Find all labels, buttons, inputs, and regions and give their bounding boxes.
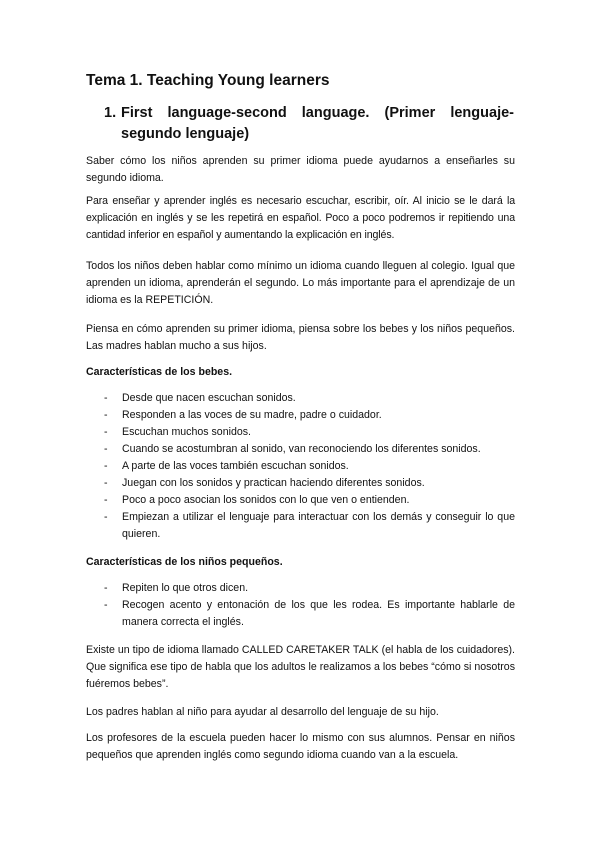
list-item: - Cuando se acostumbran al sonido, van reconociendo los diferentes sonidos.	[86, 441, 515, 458]
list-item: - Repiten lo que otros dicen.	[86, 580, 515, 597]
dash-marker: -	[104, 392, 108, 404]
dash-marker: -	[104, 494, 108, 506]
paragraph-teaching: Para enseñar y aprender inglés es necesario escuchar, escribir, oír. Al inicio se le dará la explicación en inglés y se les repetirá en español. Poco a poco podremos ir repitiendo una cantidad inferior en español y aumentando la explicación en inglés.	[86, 195, 515, 241]
list-item: - Desde que nacen escuchan sonidos.	[86, 390, 515, 407]
paragraph-parents: Los padres hablan al niño para ayudar al desarrollo del lenguaje de su hijo.	[86, 706, 439, 718]
list-item: - A parte de las voces también escuchan sonidos.	[86, 458, 515, 475]
list-item: - Juegan con los sonidos y practican haciendo diferentes sonidos.	[86, 475, 515, 492]
paragraph-first-language: Piensa en cómo aprenden su primer idioma, piensa sobre los bebes y los niños pequeños. Las madres hablan mucho a sus hijos.	[86, 323, 515, 352]
paragraph-caretaker-talk: Existe un tipo de idioma llamado CALLED CARETAKER TALK (el habla de los cuidadores). Que significa ese tipo de habla que los adultos le realizamos a los bebes “cómo si nosotros fuéremos bebes”.	[86, 644, 515, 690]
children-heading: Características de los niños pequeños.	[86, 556, 283, 568]
paragraph-intro: Saber cómo los niños aprenden su primer idioma puede ayudarnos a enseñarles su segundo idioma.	[86, 155, 515, 184]
dash-marker: -	[104, 582, 108, 594]
babies-heading: Características de los bebes.	[86, 366, 233, 378]
children-list	[86, 580, 515, 631]
section-title: First language-second language. (Primer lenguaje- segundo lenguaje)	[121, 105, 514, 142]
babies-list	[86, 390, 515, 543]
document-title: Tema 1. Teaching Young learners	[86, 72, 330, 89]
list-item: - Responden a las voces de su madre, padre o cuidador.	[86, 407, 515, 424]
dash-marker: -	[104, 599, 108, 611]
list-item: - Recogen acento y entonación de los que les rodea. Es importante hablarle de manera correcta el inglés.	[104, 599, 515, 628]
list-item: - Empiezan a utilizar el lenguaje para interactuar con los demás y conseguir lo que quieren.	[104, 511, 515, 540]
paragraph-repetition: Todos los niños deben hablar como mínimo un idioma cuando lleguen al colegio. Igual que aprenden un idioma, aprenderán el segundo. Lo más importante para el aprendizaje de un idioma es la REPETICIÓN.	[86, 260, 515, 306]
dash-marker: -	[104, 460, 108, 472]
dash-marker: -	[104, 477, 108, 489]
dash-marker: -	[104, 443, 108, 455]
section-number: 1.	[104, 105, 117, 121]
paragraph-teachers: Los profesores de la escuela pueden hacer lo mismo con sus alumnos. Pensar en niños pequeños que aprenden inglés como segundo idioma cuando van a la escuela.	[86, 732, 515, 761]
dash-marker: -	[104, 426, 108, 438]
list-item: - Poco a poco asocian los sonidos con lo que ven o entienden.	[86, 492, 515, 509]
dash-marker: -	[104, 409, 108, 421]
dash-marker: -	[104, 511, 108, 523]
list-item: - Escuchan muchos sonidos.	[86, 424, 515, 441]
section-heading	[104, 103, 514, 145]
